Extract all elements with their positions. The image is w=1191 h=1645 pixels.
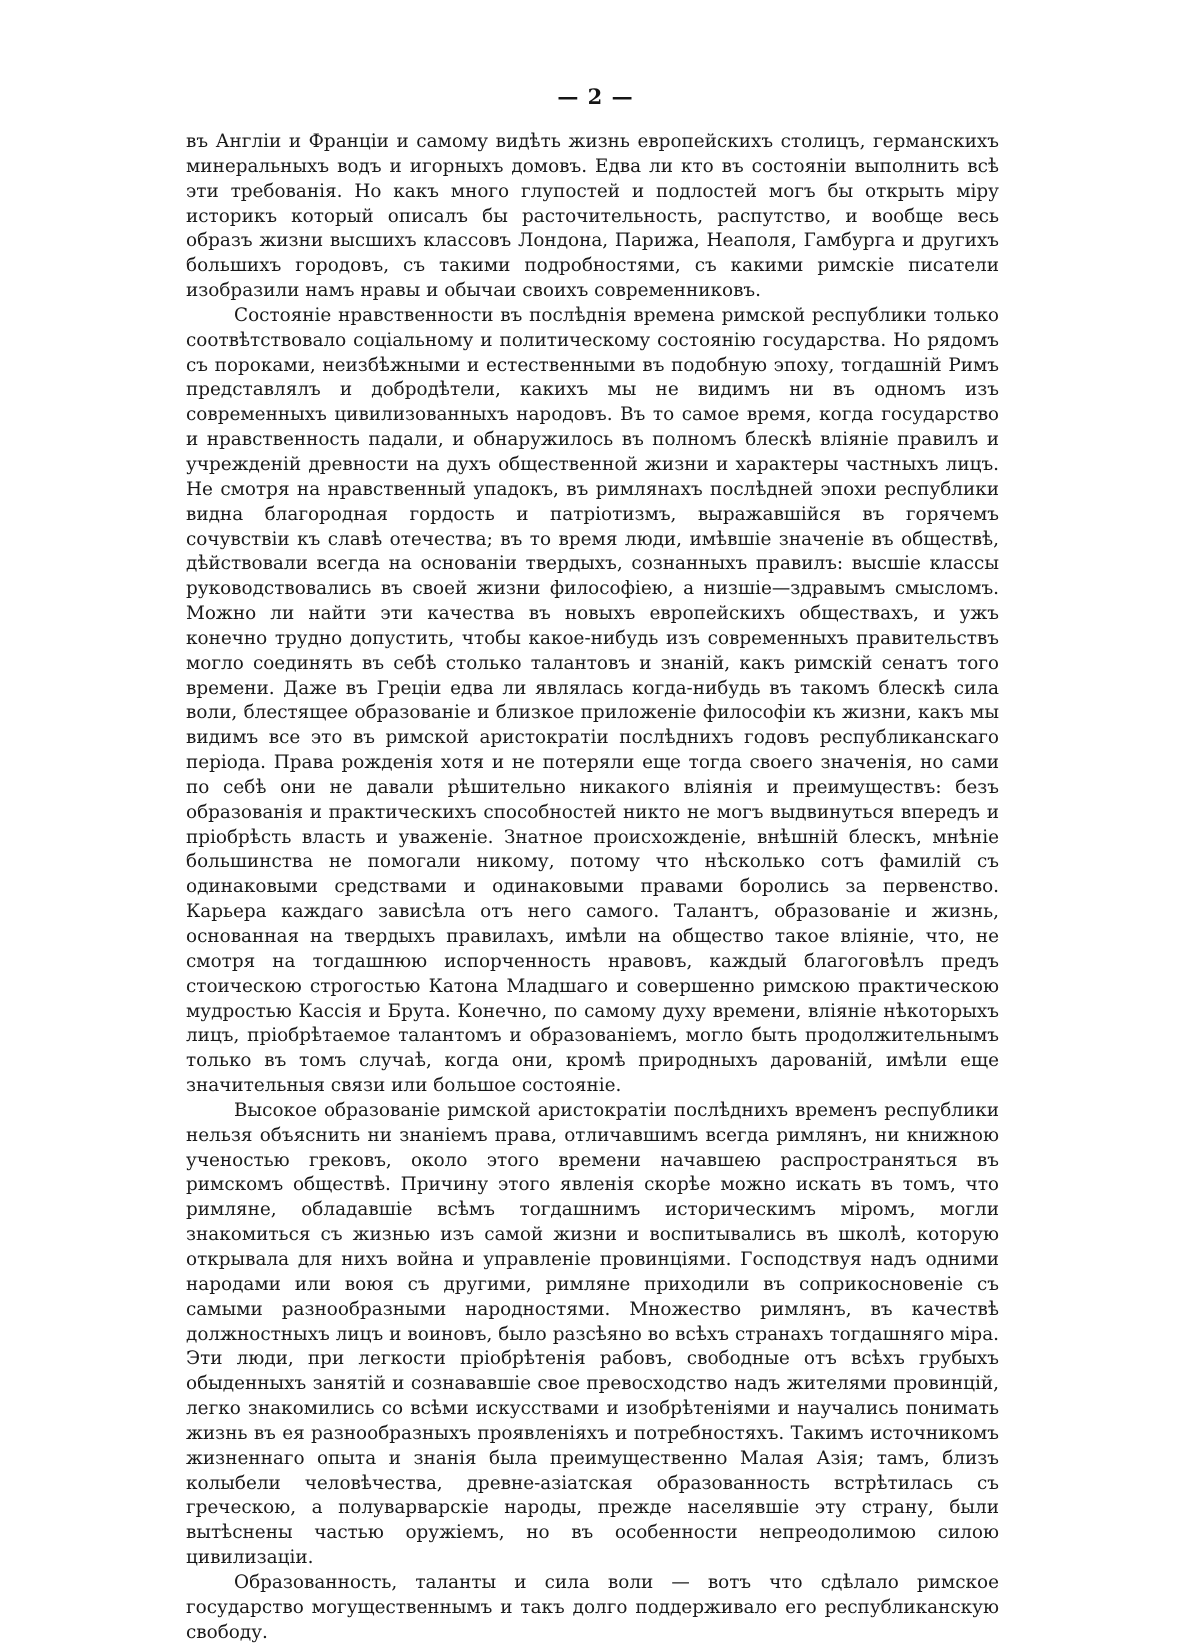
paragraph: Состояніе нравственности въ послѣднія времена римской республики только соотвѣтствовало соціальному и политическому состоянію государства. Но рядомъ съ пороками, неизбѣжными и естественными въ подобную эпоху, тогдашній Римъ представлялъ и добродѣтели, какихъ мы не видимъ ни въ одномъ изъ современныхъ цивилизованныхъ народовъ. Въ то самое время, когда государство и нравственность падали, и обнаружилось въ полномъ блескѣ вліяніе правилъ и учрежденій древности на духъ общественной жизни и характеры частныхъ лицъ. Не смотря на нравственный упадокъ, въ римлянахъ послѣдней эпохи республики видна благородная гордость и патріотизмъ, выражавшійся въ горячемъ сочувствіи къ славѣ отечества; въ то время люди, имѣвшіе значеніе въ обществѣ, дѣйствовали всегда на основаніи твердыхъ, сознанныхъ правилъ: высшіе классы руководствовались въ своей жизни философіею, а низшіе—здравымъ смысломъ. Можно ли найти эти качества въ новыхъ европейскихъ обществахъ, и ужъ конечно трудно допустить, чтобы какое-нибудь изъ современныхъ правительствъ могло соединять въ себѣ столько талантовъ и знаній, какъ римскій сенатъ того времени. Даже въ Греціи едва ли являлась когда-нибудь въ такомъ блескѣ сила воли, блестящее образованіе и близкое приложеніе философіи къ жизни, какъ мы видимъ все это въ римской аристократіи послѣднихъ годовъ республиканскаго періода. Права рожденія хотя и не потеряли еще тогда своего значенія, но сами по себѣ они не давали рѣшительно никакого вліянія и преимуществъ: безъ образованія и практическихъ способностей никто не могъ выдвинуться впередъ и пріобрѣсть власть и уваженіе. Знатное происхожденіе, внѣшній блескъ, мнѣніе большинства не помогали никому, потому что нѣсколько сотъ фамилій съ одинаковыми средствами и одинаковыми правами боролись за первенство. Карьера каждаго зависѣла отъ него самого. Талантъ, образованіе и жизнь, основанная на твердыхъ правилахъ, имѣли на общество такое вліяніе, что, не смотря на тогдашнюю испорченность нравовъ, каждый благоговѣлъ предъ стоическою строгостью Катона Младшаго и совершенно римскою практическою мудростью Кассія и Брута. Конечно, по самому духу времени, вліяніе нѣкоторыхъ лицъ, пріобрѣтаемое талантомъ и образованіемъ, могло быть продолжительнымъ только въ томъ случаѣ, когда они, кромѣ природныхъ дарованій, имѣли еще значительныя связи или большое состояніе. — [186, 304, 999, 1097]
paragraph-continuation: въ Англіи и Франціи и самому видѣть жизнь европейскихъ столицъ, германскихъ минеральныхъ водъ и игорныхъ домовъ. Едва ли кто въ состояніи выполнить всѣ эти требованія. Но какъ много глупостей и подлостей могъ бы открыть міру историкъ который описалъ бы расточительность, распутство, и вообще весь образъ жизни высшихъ классовъ Лондона, Парижа, Неаполя, Гамбурга и другихъ большихъ городовъ, съ такими подробностями, съ какими римскіе писатели изобразили намъ нравы и обычаи своихъ современниковъ. — [186, 131, 999, 302]
paragraph: Высокое образованіе римской аристократіи послѣднихъ временъ республики нельзя объяснить ни знаніемъ права, отличавшимъ всегда римлянъ, ни книжною ученостью грековъ, около этого времени начавшею распространяться въ римскомъ обществѣ. Причину этого явленія скорѣе можно искать въ томъ, что римляне, обладавшіе всѣмъ тогдашнимъ историческимъ міромъ, могли знакомиться съ жизнью изъ самой жизни и воспитывались въ школѣ, которую открывала для нихъ война и управленіе провинціями. Господствуя надъ одними народами или воюя съ другими, римляне приходили въ соприкосновеніе съ самыми разнообразными народностями. Множество римлянъ, въ качествѣ должностныхъ лицъ и воиновъ, было разсѣяно во всѣхъ странахъ тогдашняго міра. Эти люди, при легкости пріобрѣтенія рабовъ, свободные отъ всѣхъ грубыхъ обыденныхъ занятій и сознававшіе свое превосходство надъ жителями провинцій, легко знакомились со всѣми искусствами и изобрѣтеніями и научались понимать жизнь въ ея разнообразныхъ проявленіяхъ и потребностяхъ. Такимъ источникомъ жизненнаго опыта и знанія была преимущественно Малая Азія; тамъ, близъ колыбели человѣчества, древне-азіатская образованность встрѣтилась съ греческою, а полуварварскіе народы, прежде населявшіе эту страну, были вытѣснены частью оружіемъ, но въ особенности непреодолимою силою цивилизаціи. — [186, 1099, 999, 1569]
paragraph: Образованность, таланты и сила воли — вотъ что сдѣлало римское государство могущественнымъ и такъ долго поддерживало его республиканскую свободу. — [186, 1571, 999, 1643]
page-number: — 2 — — [557, 84, 634, 109]
body-text — [186, 130, 999, 1645]
